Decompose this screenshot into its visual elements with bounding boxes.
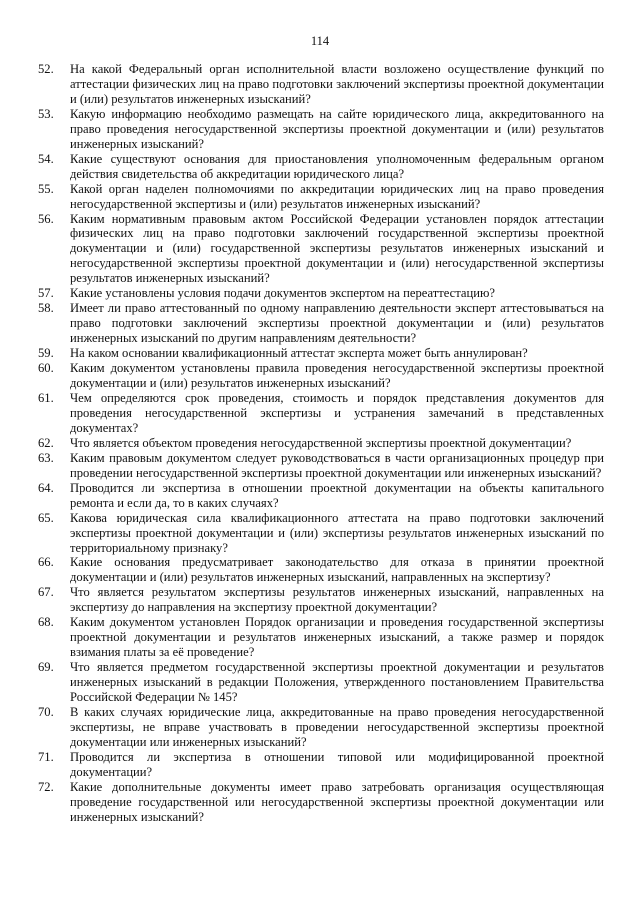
question-item <box>38 152 604 182</box>
question-item <box>38 346 604 361</box>
question-number: 58. <box>38 301 54 316</box>
question-number: 65. <box>38 510 54 525</box>
question-number: 67. <box>38 585 54 600</box>
question-list <box>38 62 604 825</box>
question-number: 71. <box>38 749 54 764</box>
question-number: 63. <box>38 450 54 465</box>
question-item <box>38 705 604 750</box>
question-item <box>38 511 604 556</box>
page-number: 114 <box>310 34 330 48</box>
question-text: Какие основания предусматривает законодательство для отказа в принятии проектной документации и (или) результатов инженерных изысканий, направленных на экспертизу? <box>70 555 604 585</box>
question-number: 70. <box>38 704 54 719</box>
question-text: Какие дополнительные документы имеет право затребовать организация осуществляющая проведение государственной или негосударственной экспертизы проектной документации или инженерных изысканий? <box>70 779 604 824</box>
question-text: Какие существуют основания для приостановления уполномоченным федеральным органом действия свидетельства об аккредитации юридического лица? <box>70 151 604 181</box>
question-item <box>38 107 604 152</box>
question-text: Какова юридическая сила квалификационного аттестата на право подготовки заключений экспертизы проектной документации и (или) экспертизы результатов инженерных изысканий по территориальному признаку? <box>70 510 604 555</box>
question-text: Проводится ли экспертиза в отношении типовой или модифицированной проектной документации? <box>70 749 604 779</box>
question-item <box>38 481 604 511</box>
question-text: Каким документом установлен Порядок организации и проведения государственной экспертизы проектной документации и результатов инженерных изысканий, а также размер и порядок взимания платы за её проведение? <box>70 615 604 660</box>
question-item <box>38 451 604 481</box>
question-number: 52. <box>38 62 54 76</box>
question-number: 60. <box>38 361 54 376</box>
question-number: 66. <box>38 555 54 570</box>
question-number: 61. <box>38 390 54 405</box>
question-text: В каких случаях юридические лица, аккредитованные на право проведения негосударственной экспертизы, не вправе участвовать в проведении негосударственной экспертизы проектной документации или инженерных изысканий? <box>70 704 604 749</box>
question-item <box>38 585 604 615</box>
question-text: Каким правовым документом следует руководствоваться в части организационных процедур при проведении негосударственной экспертизы проектной документации или инженерных изысканий? <box>70 450 604 480</box>
question-item <box>38 62 604 107</box>
question-text: Что является предметом государственной экспертизы проектной документации и результатов инженерных изысканий в редакции Положения, утвержденного постановлением Правительства Российской Федерации № 145? <box>70 660 604 705</box>
question-item <box>38 182 604 212</box>
question-text: Что является объектом проведения негосударственной экспертизы проектной документации? <box>70 435 572 450</box>
question-text: Какую информацию необходимо размещать на сайте юридического лица, аккредитованного на право проведения негосударственной экспертизы проектной документации и (или) результатов инженерных изысканий? <box>70 106 604 151</box>
question-text: На каком основании квалификационный аттестат эксперта может быть аннулирован? <box>70 346 528 361</box>
question-text: Проводится ли экспертиза в отношении проектной документации на объекты капитального ремонта и если да, то в каких случаях? <box>70 480 604 510</box>
question-item <box>38 555 604 585</box>
question-item <box>38 301 604 346</box>
question-number: 56. <box>38 211 54 226</box>
question-text: Каким документом установлены правила проведения негосударственной экспертизы проектной документации и (или) результатов инженерных изысканий? <box>70 361 604 391</box>
question-number: 57. <box>38 286 54 301</box>
question-number: 55. <box>38 181 54 196</box>
question-item <box>38 361 604 391</box>
question-number: 64. <box>38 480 54 495</box>
question-item <box>38 391 604 436</box>
question-text: Что является результатом экспертизы результатов инженерных изысканий, направленных на экспертизу до направления на экспертизу проектной документации? <box>70 585 604 615</box>
question-number: 69. <box>38 660 54 675</box>
question-number: 72. <box>38 779 54 794</box>
question-text: Каким нормативным правовым актом Российской Федерации установлен порядок аттестации физических лиц на право подготовки заключений государственной экспертизы проектной документации и (или) государственной экспертизы результатов инженерных изысканий и негосударственной экспертизы проектной документации и (или) негосударственной экспертизы результатов инженерных изысканий? <box>70 211 604 286</box>
question-item <box>38 286 604 301</box>
question-number: 54. <box>38 151 54 166</box>
question-number: 68. <box>38 615 54 630</box>
question-item <box>38 615 604 660</box>
question-item <box>38 660 604 705</box>
question-number: 53. <box>38 106 54 121</box>
question-item <box>38 780 604 825</box>
question-item <box>38 436 604 451</box>
question-number: 62. <box>38 435 54 450</box>
question-text: Какие установлены условия подачи документов экспертом на переаттестацию? <box>70 286 495 301</box>
question-text: На какой Федеральный орган исполнительной власти возложено осуществление функций по аттестации физических лиц на право подготовки заключений экспертизы проектной документации и (или) результатов инженерных изысканий? <box>70 62 604 106</box>
question-number: 59. <box>38 346 54 361</box>
question-item <box>38 750 604 780</box>
question-text: Чем определяются срок проведения, стоимость и порядок представления документов для проведения негосударственной экспертизы и устранения замечаний в представленных документах? <box>70 390 604 435</box>
question-text: Имеет ли право аттестованный по одному направлению деятельности эксперт аттестовываться на право подготовки заключений экспертизы проектной документации и (или) результатов инженерных изысканий по другим направлениям деятельности? <box>70 301 604 346</box>
question-text: Какой орган наделен полномочиями по аккредитации юридических лиц на право проведения негосударственной экспертизы и (или) результатов инженерных изысканий? <box>70 181 604 211</box>
question-item <box>38 212 604 287</box>
